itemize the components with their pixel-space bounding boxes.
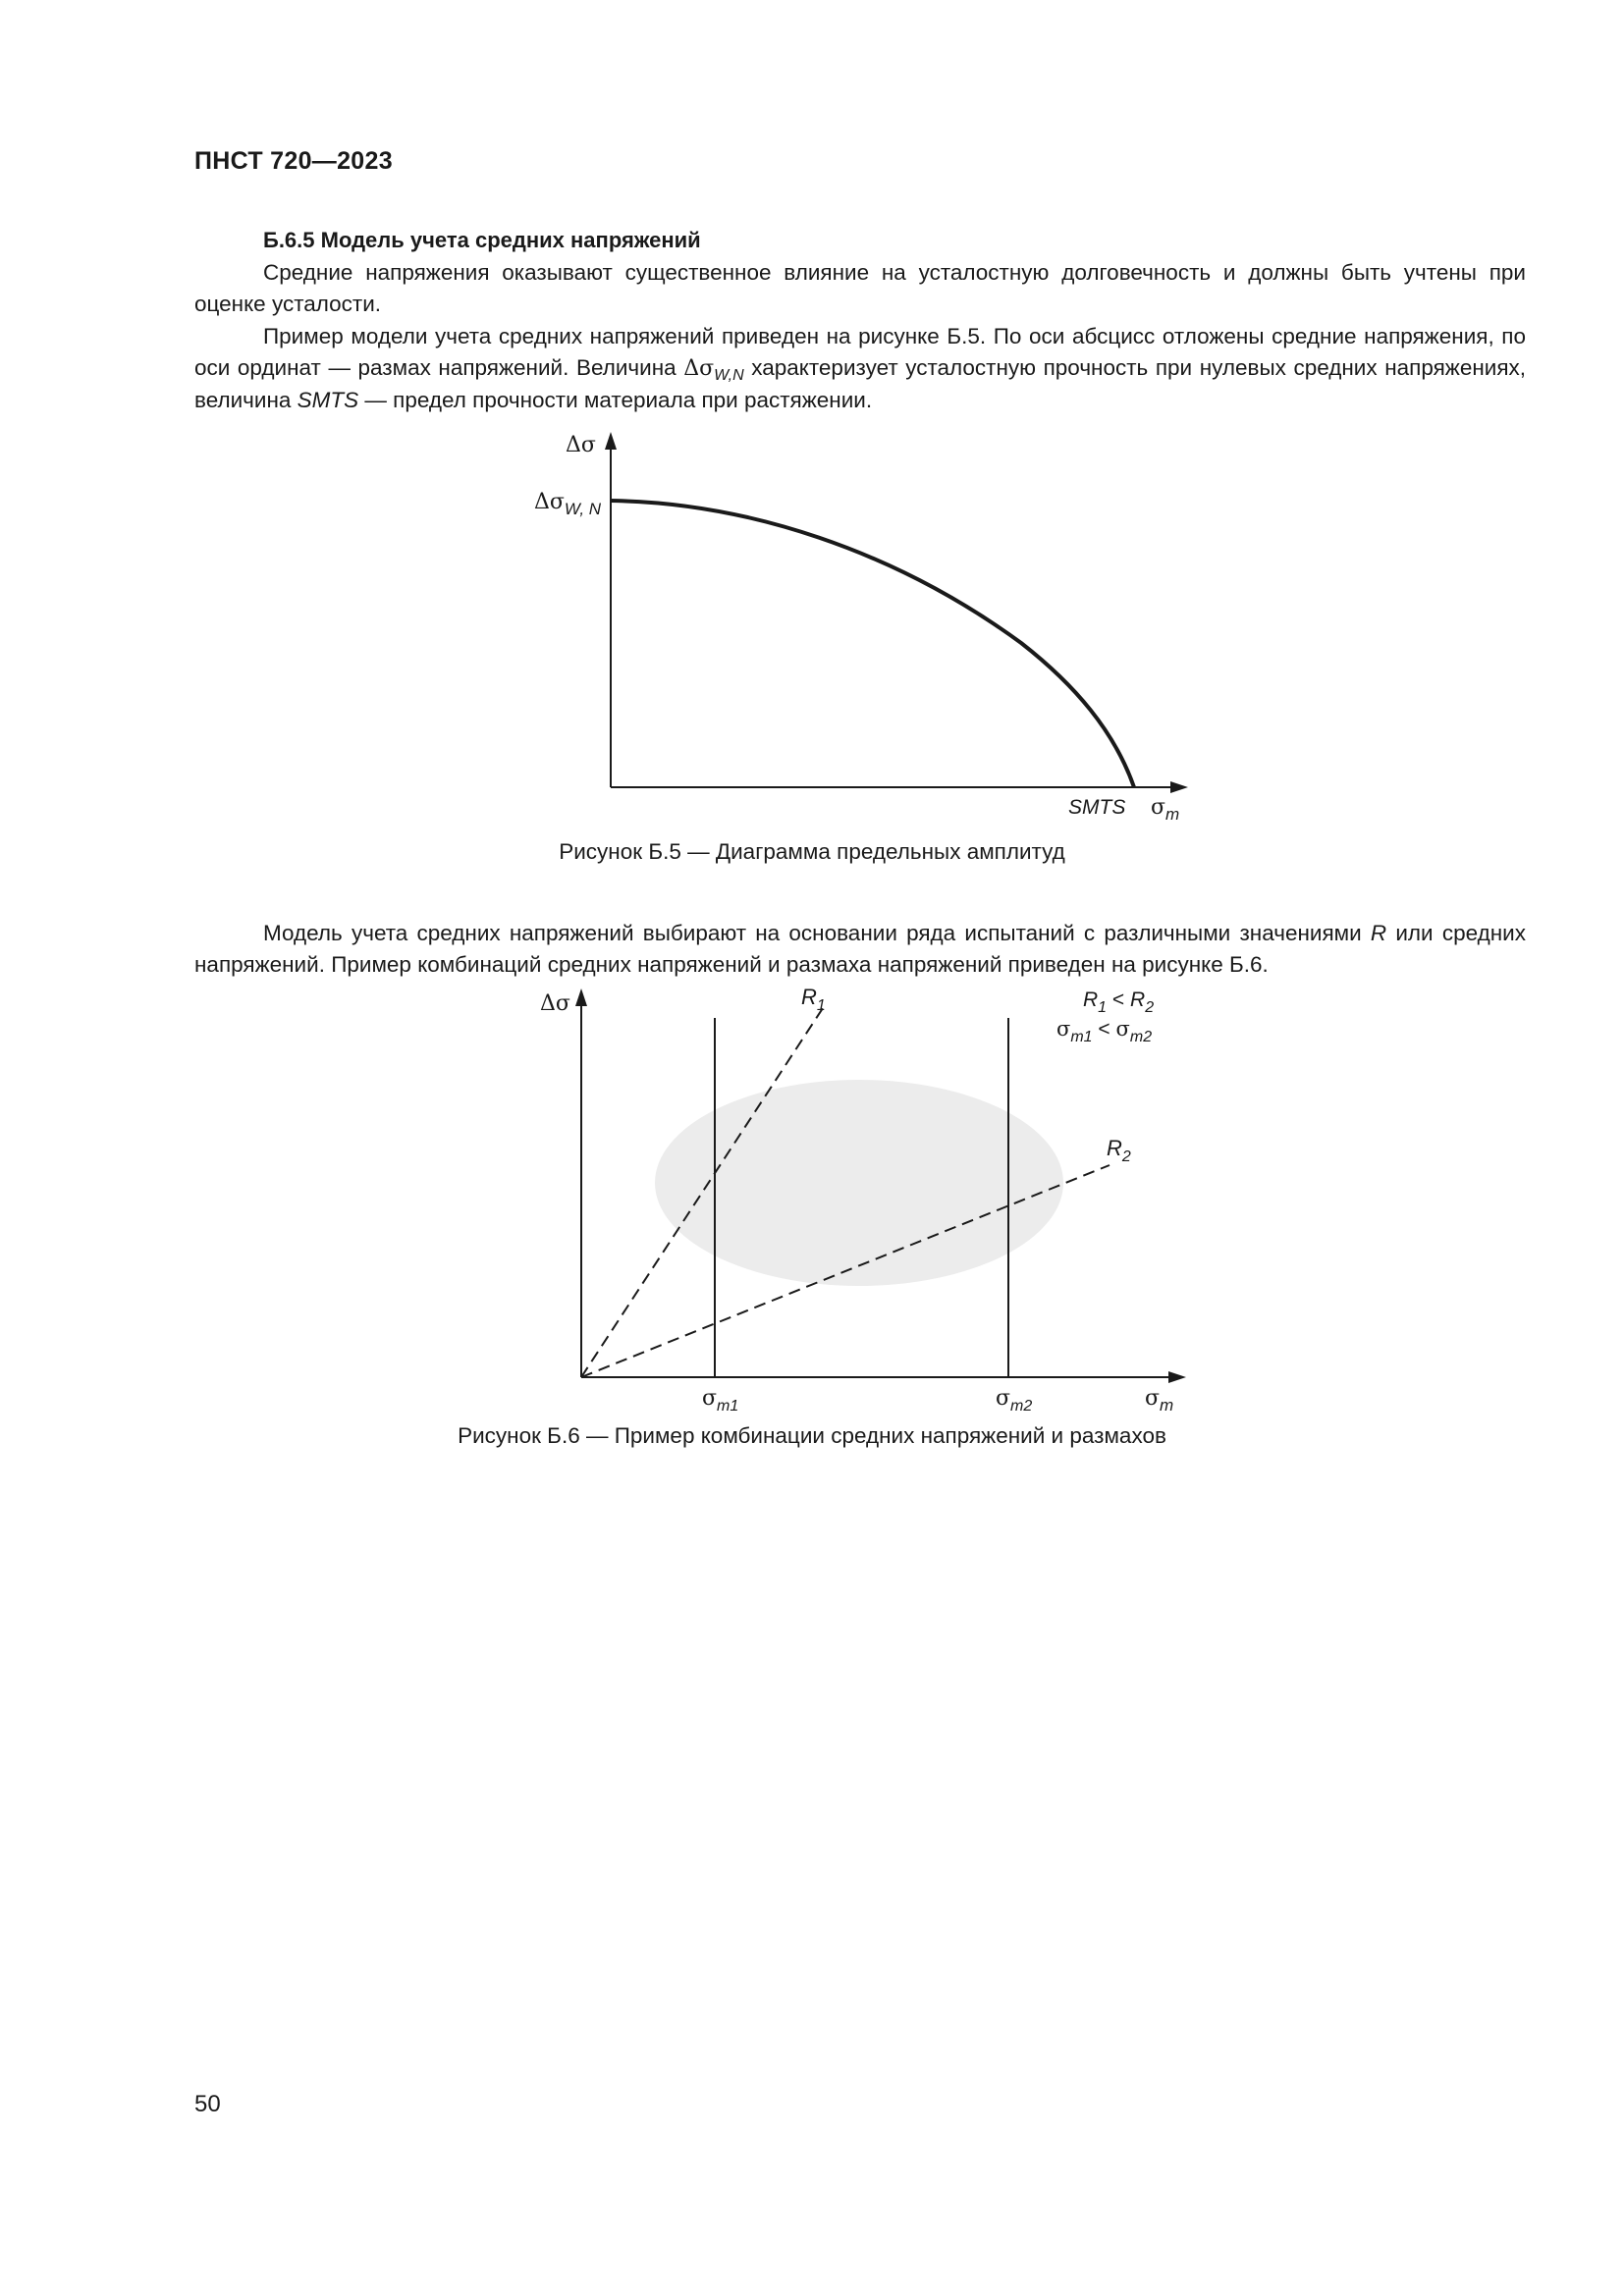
figure-b6-caption: Рисунок Б.6 — Пример комбинации средних напряжений и размахов: [458, 1423, 1166, 1448]
delta-sigma-symbol: Δσ: [683, 356, 715, 381]
r2-label: $R_2$: [1107, 1136, 1131, 1165]
paragraph-text: или средних напряжений. Пример комбинаций средних напряжений и размаха напряжений приведен на рисунке Б.6.: [194, 921, 1526, 977]
x-axis-arrow: [1170, 781, 1188, 793]
x-axis-label: $\sigma_m$: [1145, 1386, 1174, 1414]
limit-amplitude-curve: [611, 501, 1134, 787]
smts-term: SMTS: [297, 388, 359, 412]
r-symbol: R: [1370, 921, 1387, 945]
sigma-m2-label: $\sigma_{m2}$: [996, 1386, 1033, 1414]
y-axis-label: Δσ: [566, 433, 596, 457]
paragraph-text: Пример модели учета средних напряжений приведен на рисунке Б.5. По оси абсцисс отложены средние напряжения, по оси ординат — размах напряжений. Величина: [194, 324, 1526, 380]
test-region-ellipse: [655, 1080, 1063, 1286]
document-code: ПНСТ 720—2023: [194, 147, 393, 175]
y-intercept-label: $\Delta\sigma_{W, N}$: [534, 490, 602, 518]
y-axis-arrow: [605, 432, 617, 450]
y-axis-arrow: [575, 988, 587, 1006]
sigma-m1-label: $\sigma_{m1}$: [702, 1386, 739, 1414]
legend-r-comparison: $R_1 < R_2$: [1083, 988, 1155, 1016]
page-number: 50: [194, 2091, 221, 2117]
paragraph-model-example: [194, 321, 1526, 416]
paragraph-text: Модель учета средних напряжений выбирают на основании ряда испытаний с различными значениями: [263, 921, 1371, 945]
paragraph-text: характеризует усталостную прочность при нулевых средних напряжениях, величина: [194, 355, 1527, 412]
x-axis-arrow: [1168, 1371, 1186, 1383]
x-axis-label: $\sigma_m$: [1151, 795, 1180, 824]
legend-sigma-comparison: $\sigma_{m1} < \sigma_{m2}$: [1056, 1017, 1153, 1045]
subscript: W,N: [714, 367, 744, 384]
figure-b5-caption: Рисунок Б.5 — Диаграмма предельных амплитуд: [559, 839, 1065, 864]
y-axis-label: Δσ: [540, 991, 570, 1016]
figure-b6-diagram: [520, 977, 1208, 1414]
r1-label: $R_1$: [801, 985, 826, 1014]
paragraph-text: — предел прочности материала при растяжении.: [358, 388, 873, 412]
figure-b5-diagram: [511, 422, 1208, 825]
section-heading: Б.6.5 Модель учета средних напряжений: [263, 228, 701, 252]
x-intercept-label: SMTS: [1068, 796, 1126, 819]
paragraph-mean-stress-influence: Средние напряжения оказывают существенное влияние на усталостную долговечность и должны быть учтены при оценке усталости.: [194, 260, 1526, 316]
paragraph-model-selection: [194, 918, 1526, 981]
